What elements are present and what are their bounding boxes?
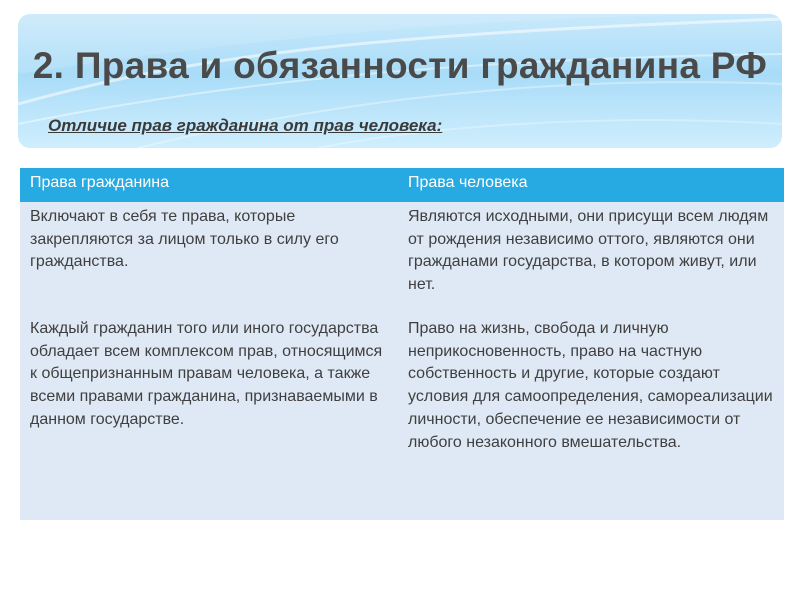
table-cell: Право на жизнь, свобода и личную неприкосновенность, право на частную собственность и другие, которые создают условия для самоопределения, самореализации личности, обеспечение ее независимости от любого незаконного вмешательства.	[408, 320, 773, 451]
table-cell: Являются исходными, они присущи всем людям от рождения независимо оттого, являются они гражданами государства, в котором живут, или нет.	[408, 208, 769, 294]
column-header-citizen-rights: Права гражданина	[30, 174, 170, 191]
comparison-table	[20, 168, 784, 520]
table-cell: Каждый гражданин того или иного государства обладает всем комплексом прав, относящимся к общепризнанным правам человека, а также всеми правами гражданина, признаваемыми в данном государстве.	[30, 320, 383, 428]
column-header-human-rights: Права человека	[408, 174, 528, 191]
table-header	[20, 168, 784, 202]
page-title: 2. Права и обязанности гражданина РФ	[32, 45, 768, 86]
subtitle: Отличие прав гражданина от прав человека:	[48, 116, 443, 135]
table-cell: Включают в себя те права, которые закрепляются за лицом только в силу его гражданства.	[30, 208, 339, 271]
title-banner	[18, 14, 782, 148]
